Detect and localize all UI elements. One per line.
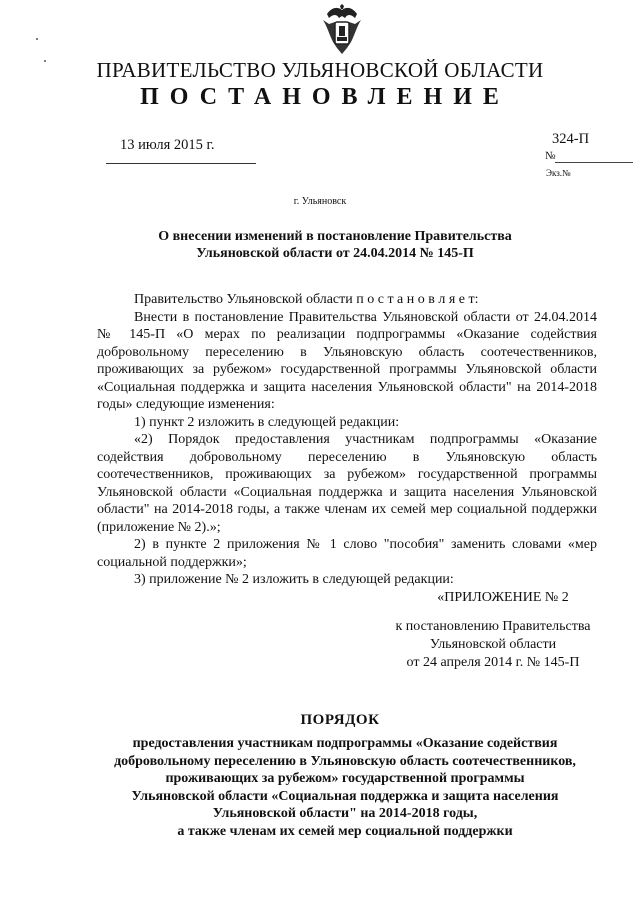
body-paragraph: 1) пункт 2 изложить в следующей редакции: [134,414,400,430]
appendix-line: к постановлению Правительства [395,619,591,634]
body-paragraph: «2) Порядок предоставления участникам подпрограммы «Оказание содействия добровольному переселению в Ульяновскую область соотечественников, проживающих за рубежом» государственной программы Ульяновской области «Социальная поддержка и защита населения Ульяновской области" на 2014-2018 годы, а также членам их семей мер социальной поддержки (приложение № 2).»; [97,432,597,535]
order-title: ПОРЯДОК [300,712,380,728]
body-paragraph: 2) в пункте 2 приложения № 1 слово "пособия" заменить словами «мер социальной поддержки»; [97,537,597,570]
decree-body [97,291,597,589]
number-underline [555,162,633,163]
coat-of-arms-icon [319,4,365,58]
document-date: 13 июля 2015 г. [120,137,215,153]
document-number: 324-П [552,131,590,147]
order-subtitle-line: а также членам их семей мер социальной поддержки [177,823,513,839]
order-subtitle [95,735,595,840]
appendix-line: от 24 апреля 2014 г. № 145-П [406,655,580,670]
body-paragraph: Внести в постановление Правительства Ульяновской области от 24.04.2014 № 145-П «О мерах по реализации подпрограммы «Оказание содействия добровольному переселению в Ульяновскую область соотечественников, проживающих за рубежом» государственной программы Ульяновской области «Социальная поддержка и защита населения Ульяновской области" на 2014-2018 годы» следующие изменения: [97,309,597,412]
city-name: г. Ульяновск [293,196,347,207]
date-underline [106,163,256,164]
subject-line: О внесении изменений в постановление Правительства [158,229,512,244]
appendix-title: «ПРИЛОЖЕНИЕ № 2 [437,590,569,605]
order-subtitle-line: Ульяновской области «Социальная поддержка и защита населения [131,788,559,804]
order-subtitle-line: предоставления участникам подпрограммы «Оказание содействия [132,736,558,751]
scan-speck [36,38,38,40]
government-title: ПРАВИТЕЛЬСТВО УЛЬЯНОВСКОЙ ОБЛАСТИ [96,58,544,82]
copy-number-label: Экз.№ [546,168,571,178]
document-type-title: ПОСТАНОВЛЕНИЕ [140,84,510,110]
order-subtitle-line: проживающих за рубежом» государственной программы [165,771,525,786]
decree-subject [100,228,570,262]
order-subtitle-line: добровольному переселению в Ульяновскую область соотечественников, [114,753,576,769]
subject-line: Ульяновской области от 24.04.2014 № 145-П [196,246,474,261]
appendix-header [373,589,613,672]
body-paragraph: 3) приложение № 2 изложить в следующей редакции: [134,572,454,587]
order-subtitle-line: Ульяновской области" на 2014-2018 годы, [212,806,478,821]
body-paragraph: Правительство Ульяновской области п о с т а н о в л я е т: [134,292,479,307]
number-label: № [545,150,556,162]
appendix-line: Ульяновской области [429,637,557,652]
